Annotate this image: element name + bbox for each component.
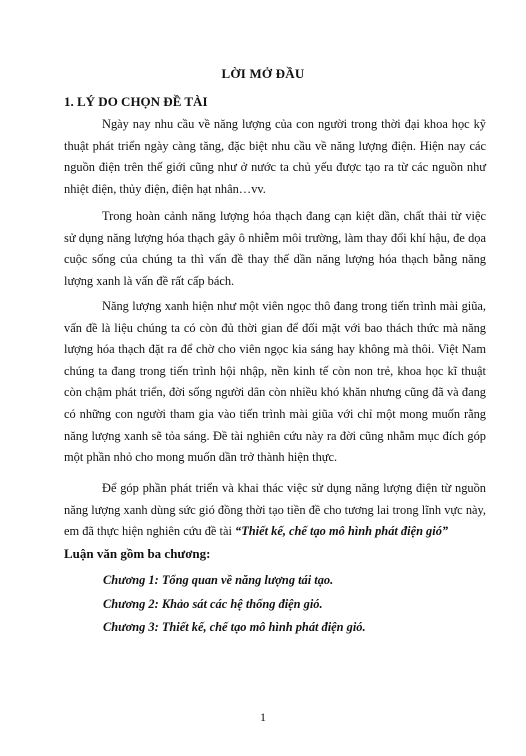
paragraph-1: Ngày nay nhu cầu về năng lượng của con người trong thời đại khoa học kỹ thuật phát triển ngày càng tăng, đặc biệt nhu cầu về năng lượng điện. Hiện nay các nguồn điện trên thế giới cũng như ở nước ta chủ yếu được tạo ra từ các nguồn như nhiệt điện, thủy điện, điện hạt nhân…vv.	[64, 117, 486, 196]
paragraph-2: Trong hoàn cảnh năng lượng hóa thạch đang cạn kiệt dần, chất thải từ việc sử dụng năng lượng hóa thạch gây ô nhiễm môi trường, làm thay đổi khí hậu, đe dọa cuộc sống của chúng ta thì vấn đề thay thế dần năng lượng hóa thạch bằng năng lượng xanh là vấn đề rất cấp bách.	[64, 209, 486, 288]
paragraph-4	[64, 478, 486, 543]
thesis-topic: “Thiết kế, chế tạo mô hình phát điện gió”	[235, 524, 449, 539]
chapter-list	[103, 569, 366, 640]
chapter-item: Chương 2: Khảo sát các hệ thống điện gió.	[103, 596, 323, 611]
section-heading: 1. LÝ DO CHỌN ĐỀ TÀI	[64, 94, 208, 109]
chapter-item: Chương 1: Tổng quan về năng lượng tái tạo.	[103, 573, 334, 587]
paragraph-3: Năng lượng xanh hiện như một viên ngọc thô đang trong tiến trình mài giũa, vấn đề là liệu chúng ta có còn đủ thời gian để đối mặt với bao thách thức mà năng lượng hóa thạch đặt ra để chờ cho viên ngọc kia sáng hay không mà thôi. Việt Nam chúng ta đang trong tiến trình hội nhập, nền kinh tế còn non trẻ, khoa học kĩ thuật còn chậm phát triển, đời sống người dân còn nhiều khó khăn nhưng cũng đã và đang có những con người tham gia vào tiến trình mài giũa với chỉ một mong muốn rằng năng lượng xanh sẽ tỏa sáng. Đề tài nghiên cứu này ra đời cũng nhằm mục đích góp một phần nhỏ cho mong muốn dần trở thành hiện thực.	[64, 299, 486, 465]
page-number: 1	[260, 710, 266, 724]
chapter-item: Chương 3: Thiết kế, chế tạo mô hình phát điện gió.	[103, 620, 366, 634]
paragraph-4-text: Để góp phần phát triển và khai thác việc sử dụng năng lượng điện từ nguồn năng lượng xanh dùng sức gió đồng thời tạo tiền đề cho tương lai trong lĩnh vực này, em đã thực hiện nghiên cứu đề tài	[64, 481, 486, 539]
page-title: LỜI MỞ ĐẦU	[221, 66, 305, 81]
chapters-heading: Luận văn gồm ba chương:	[64, 546, 211, 561]
